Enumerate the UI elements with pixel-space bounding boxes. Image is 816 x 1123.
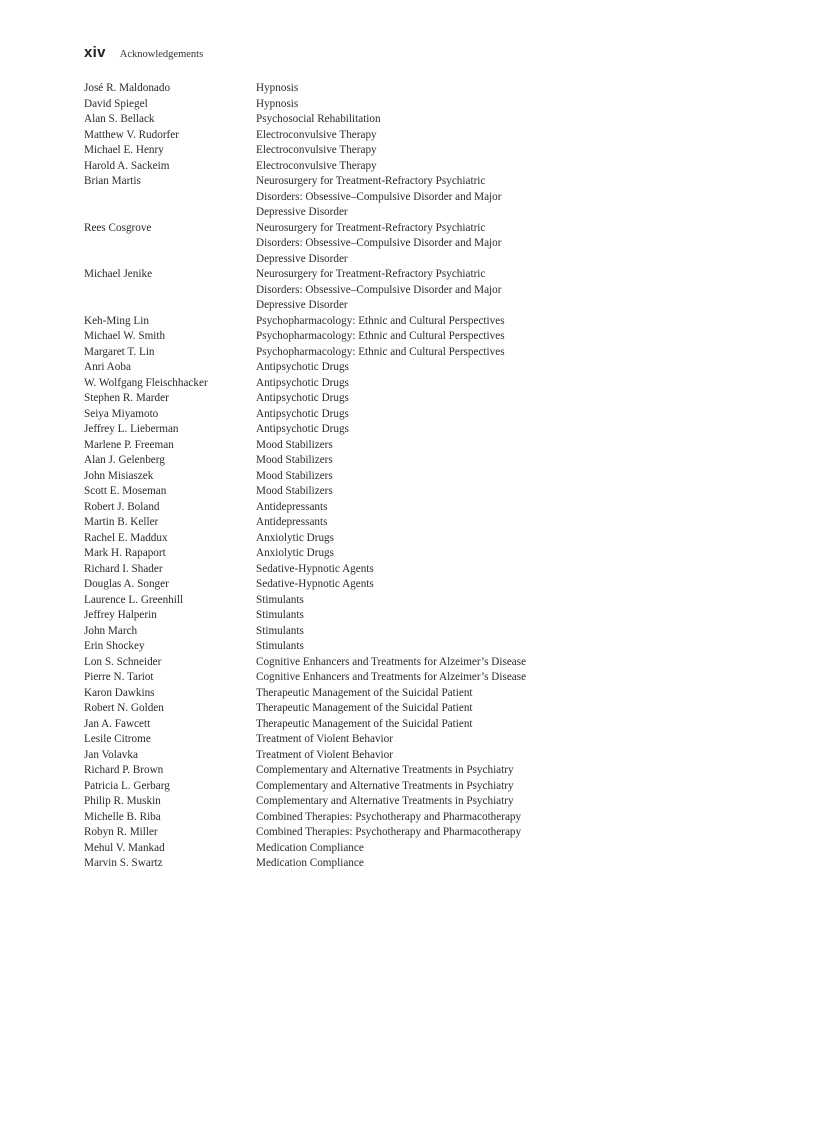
- ack-row: [84, 159, 584, 175]
- contributor-name: Michael E. Henry: [84, 144, 164, 156]
- contributor-name: Laurence L. Greenhill: [84, 593, 184, 606]
- contributor-name: Douglas A. Songer: [84, 578, 169, 590]
- contributor-topic: [256, 577, 584, 593]
- topic-line: Antidepressants: [256, 516, 328, 528]
- ack-row: [84, 221, 584, 268]
- contributor-topic: [256, 360, 584, 376]
- contributor-topic: [256, 732, 584, 748]
- contributor-topic: [256, 624, 584, 640]
- ack-row: [84, 624, 584, 640]
- contributor-name: Harold A. Sackeim: [84, 159, 170, 172]
- ack-row: [84, 515, 584, 531]
- ack-row: [84, 484, 584, 500]
- contributor-topic: [256, 128, 584, 144]
- topic-line: Sedative-Hypnotic Agents: [256, 578, 374, 590]
- ack-row: [84, 825, 584, 841]
- ack-row: [84, 701, 584, 717]
- contributor-topic: [256, 422, 584, 438]
- contributor-topic: [256, 453, 584, 469]
- contributor-topic: [256, 97, 584, 113]
- contributor-topic: [256, 546, 584, 562]
- ack-row: [84, 732, 584, 748]
- contributor-topic: [256, 717, 584, 733]
- contributor-name: Marlene P. Freeman: [84, 438, 174, 451]
- contributor-topic: [256, 825, 584, 841]
- contributor-name: Martin B. Keller: [84, 516, 159, 528]
- contributor-name: Michael Jenike: [84, 268, 153, 280]
- topic-line: Antipsychotic Drugs: [256, 392, 349, 404]
- ack-row: [84, 810, 584, 826]
- ack-row: [84, 779, 584, 795]
- topic-line: Therapeutic Management of the Suicidal Patient: [256, 686, 473, 699]
- topic-line: Complementary and Alternative Treatments in Psychiatry: [256, 779, 514, 792]
- ack-row: [84, 422, 584, 438]
- contributor-name: Keh-Ming Lin: [84, 314, 149, 327]
- contributor-topic: [256, 81, 584, 97]
- topic-line: Antipsychotic Drugs: [256, 361, 349, 373]
- contributor-topic: [256, 515, 584, 531]
- ack-row: [84, 97, 584, 113]
- topic-line: Hypnosis: [256, 97, 299, 110]
- contributor-topic: [256, 639, 584, 655]
- topic-line: Depressive Disorder: [256, 299, 348, 311]
- contributor-topic: [256, 794, 584, 810]
- ack-row: [84, 128, 584, 144]
- contributor-name: Stephen R. Marder: [84, 392, 169, 404]
- contributor-name: Patricia L. Gerbarg: [84, 779, 170, 792]
- topic-line: Combined Therapies: Psychotherapy and Pharmacotherapy: [256, 810, 522, 823]
- acknowledgements-list: [84, 81, 584, 872]
- topic-line: Depressive Disorder: [256, 206, 348, 218]
- topic-line: Psychopharmacology: Ethnic and Cultural Perspectives: [256, 345, 505, 358]
- contributor-topic: [256, 500, 584, 516]
- topic-line: Treatment of Violent Behavior: [256, 748, 393, 761]
- contributor-name: José R. Maldonado: [84, 82, 171, 94]
- contributor-name: Mehul V. Mankad: [84, 841, 165, 854]
- contributor-name: John Misiaszek: [84, 469, 154, 482]
- topic-line: Antipsychotic Drugs: [256, 376, 349, 389]
- topic-line: Medication Compliance: [256, 841, 364, 854]
- topic-line: Psychopharmacology: Ethnic and Cultural Perspectives: [256, 330, 505, 342]
- contributor-topic: [256, 484, 584, 500]
- topic-line: Mood Stabilizers: [256, 485, 333, 497]
- topic-line: Stimulants: [256, 609, 304, 621]
- contributor-name: Brian Martis: [84, 175, 141, 187]
- ack-row: [84, 174, 584, 221]
- ack-row: [84, 531, 584, 547]
- contributor-topic: [256, 314, 584, 330]
- ack-row: [84, 577, 584, 593]
- contributor-name: Karon Dawkins: [84, 686, 155, 699]
- topic-line: Electroconvulsive Therapy: [256, 159, 377, 172]
- contributor-name: Pierre N. Tariot: [84, 671, 154, 683]
- topic-line: Combined Therapies: Psychotherapy and Pharmacotherapy: [256, 826, 522, 838]
- page-header: [84, 44, 203, 61]
- contributor-topic: [256, 701, 584, 717]
- contributor-name: Alan S. Bellack: [84, 113, 155, 125]
- ack-row: [84, 717, 584, 733]
- contributor-name: Alan J. Gelenberg: [84, 454, 165, 466]
- topic-line: Psychopharmacology: Ethnic and Cultural Perspectives: [256, 314, 505, 327]
- topic-line: Mood Stabilizers: [256, 454, 333, 466]
- contributor-name: Erin Shockey: [84, 640, 145, 652]
- topic-line: Antipsychotic Drugs: [256, 423, 349, 435]
- contributor-name: Jan Volavka: [84, 748, 138, 761]
- contributor-topic: [256, 438, 584, 454]
- ack-row: [84, 453, 584, 469]
- contributor-topic: [256, 391, 584, 407]
- ack-row: [84, 655, 584, 671]
- topic-line: Electroconvulsive Therapy: [256, 128, 377, 141]
- contributor-name: Richard P. Brown: [84, 764, 164, 776]
- topic-line: Mood Stabilizers: [256, 469, 333, 482]
- contributor-topic: [256, 143, 584, 159]
- topic-line: Cognitive Enhancers and Treatments for Alzeimer’s Disease: [256, 671, 527, 683]
- topic-line: Disorders: Obsessive–Compulsive Disorder and Major: [256, 237, 502, 249]
- contributor-topic: [256, 159, 584, 175]
- contributor-topic: [256, 670, 584, 686]
- ack-row: [84, 794, 584, 810]
- topic-line: Neurosurgery for Treatment-Refractory Psychiatric: [256, 268, 486, 280]
- contributor-name: Robyn R. Miller: [84, 826, 158, 838]
- topic-line: Depressive Disorder: [256, 252, 348, 265]
- contributor-topic: [256, 593, 584, 609]
- contributor-name: Scott E. Moseman: [84, 485, 167, 497]
- ack-row: [84, 562, 584, 578]
- contributor-topic: [256, 763, 584, 779]
- ack-row: [84, 329, 584, 345]
- running-head: Acknowledgements: [119, 49, 204, 60]
- ack-row: [84, 345, 584, 361]
- topic-line: Complementary and Alternative Treatments in Psychiatry: [256, 795, 514, 807]
- ack-row: [84, 670, 584, 686]
- page-number: xiv: [84, 44, 106, 61]
- contributor-name: W. Wolfgang Fleischhacker: [84, 376, 208, 389]
- contributor-topic: [256, 655, 584, 671]
- contributor-name: Robert J. Boland: [84, 500, 160, 513]
- ack-row: [84, 639, 584, 655]
- ack-row: [84, 267, 584, 314]
- contributor-name: Marvin S. Swartz: [84, 857, 163, 869]
- ack-row: [84, 469, 584, 485]
- contributor-topic: [256, 267, 584, 314]
- contributor-name: Matthew V. Rudorfer: [84, 128, 179, 141]
- contributor-topic: [256, 112, 584, 128]
- topic-line: Psychosocial Rehabilitation: [256, 113, 381, 125]
- topic-line: Mood Stabilizers: [256, 438, 333, 451]
- contributor-name: Margaret T. Lin: [84, 345, 155, 358]
- contributor-topic: [256, 174, 584, 221]
- contributor-name: Richard I. Shader: [84, 562, 163, 575]
- ack-row: [84, 407, 584, 423]
- topic-line: Antidepressants: [256, 500, 328, 513]
- contributor-name: Michael W. Smith: [84, 330, 166, 342]
- topic-line: Complementary and Alternative Treatments in Psychiatry: [256, 764, 514, 776]
- ack-row: [84, 500, 584, 516]
- contributor-topic: [256, 407, 584, 423]
- contributor-topic: [256, 748, 584, 764]
- contributor-topic: [256, 841, 584, 857]
- contributor-name: Lesile Citrome: [84, 733, 151, 745]
- ack-row: [84, 112, 584, 128]
- ack-row: [84, 686, 584, 702]
- topic-line: Treatment of Violent Behavior: [256, 733, 393, 745]
- topic-line: Disorders: Obsessive–Compulsive Disorder and Major: [256, 283, 502, 296]
- topic-line: Sedative-Hypnotic Agents: [256, 562, 374, 575]
- ack-row: [84, 608, 584, 624]
- ack-row: [84, 438, 584, 454]
- contributor-name: Anri Aoba: [84, 361, 131, 373]
- topic-line: Anxiolytic Drugs: [256, 547, 334, 559]
- contributor-name: David Spiegel: [84, 97, 148, 110]
- contributor-name: Lon S. Schneider: [84, 655, 162, 668]
- topic-line: Antipsychotic Drugs: [256, 407, 349, 420]
- ack-row: [84, 314, 584, 330]
- ack-row: [84, 763, 584, 779]
- contributor-topic: [256, 779, 584, 795]
- ack-row: [84, 360, 584, 376]
- ack-row: [84, 376, 584, 392]
- contributor-name: Michelle B. Riba: [84, 810, 161, 823]
- contributor-name: John March: [84, 624, 138, 637]
- topic-line: Hypnosis: [256, 82, 299, 94]
- ack-row: [84, 841, 584, 857]
- ack-row: [84, 143, 584, 159]
- topic-line: Neurosurgery for Treatment-Refractory Psychiatric: [256, 175, 486, 187]
- ack-row: [84, 856, 584, 872]
- ack-row: [84, 81, 584, 97]
- topic-line: Disorders: Obsessive–Compulsive Disorder and Major: [256, 190, 502, 203]
- topic-line: Medication Compliance: [256, 857, 364, 869]
- contributor-name: Rees Cosgrove: [84, 221, 152, 234]
- contributor-topic: [256, 810, 584, 826]
- contributor-topic: [256, 329, 584, 345]
- ack-row: [84, 546, 584, 562]
- topic-line: Therapeutic Management of the Suicidal Patient: [256, 702, 473, 714]
- contributor-topic: [256, 531, 584, 547]
- contributor-name: Seiya Miyamoto: [84, 407, 159, 420]
- contributor-topic: [256, 376, 584, 392]
- contributor-name: Philip R. Muskin: [84, 795, 161, 807]
- ack-row: [84, 593, 584, 609]
- topic-line: Electroconvulsive Therapy: [256, 144, 377, 156]
- contributor-name: Robert N. Golden: [84, 702, 164, 714]
- topic-line: Anxiolytic Drugs: [256, 531, 334, 544]
- ack-row: [84, 391, 584, 407]
- contributor-topic: [256, 345, 584, 361]
- contributor-topic: [256, 686, 584, 702]
- contributor-topic: [256, 221, 584, 268]
- contributor-name: Mark H. Rapaport: [84, 547, 166, 559]
- contributor-name: Rachel E. Maddux: [84, 531, 168, 544]
- topic-line: Therapeutic Management of the Suicidal Patient: [256, 717, 473, 730]
- contributor-name: Jeffrey Halperin: [84, 609, 157, 621]
- topic-line: Cognitive Enhancers and Treatments for Alzeimer’s Disease: [256, 655, 527, 668]
- topic-line: Stimulants: [256, 624, 304, 637]
- contributor-topic: [256, 608, 584, 624]
- contributor-topic: [256, 469, 584, 485]
- topic-line: Neurosurgery for Treatment-Refractory Psychiatric: [256, 221, 486, 234]
- contributor-name: Jan A. Fawcett: [84, 717, 151, 730]
- contributor-topic: [256, 562, 584, 578]
- topic-line: Stimulants: [256, 593, 304, 606]
- contributor-name: Jeffrey L. Lieberman: [84, 423, 179, 435]
- contributor-topic: [256, 856, 584, 872]
- ack-row: [84, 748, 584, 764]
- topic-line: Stimulants: [256, 640, 304, 652]
